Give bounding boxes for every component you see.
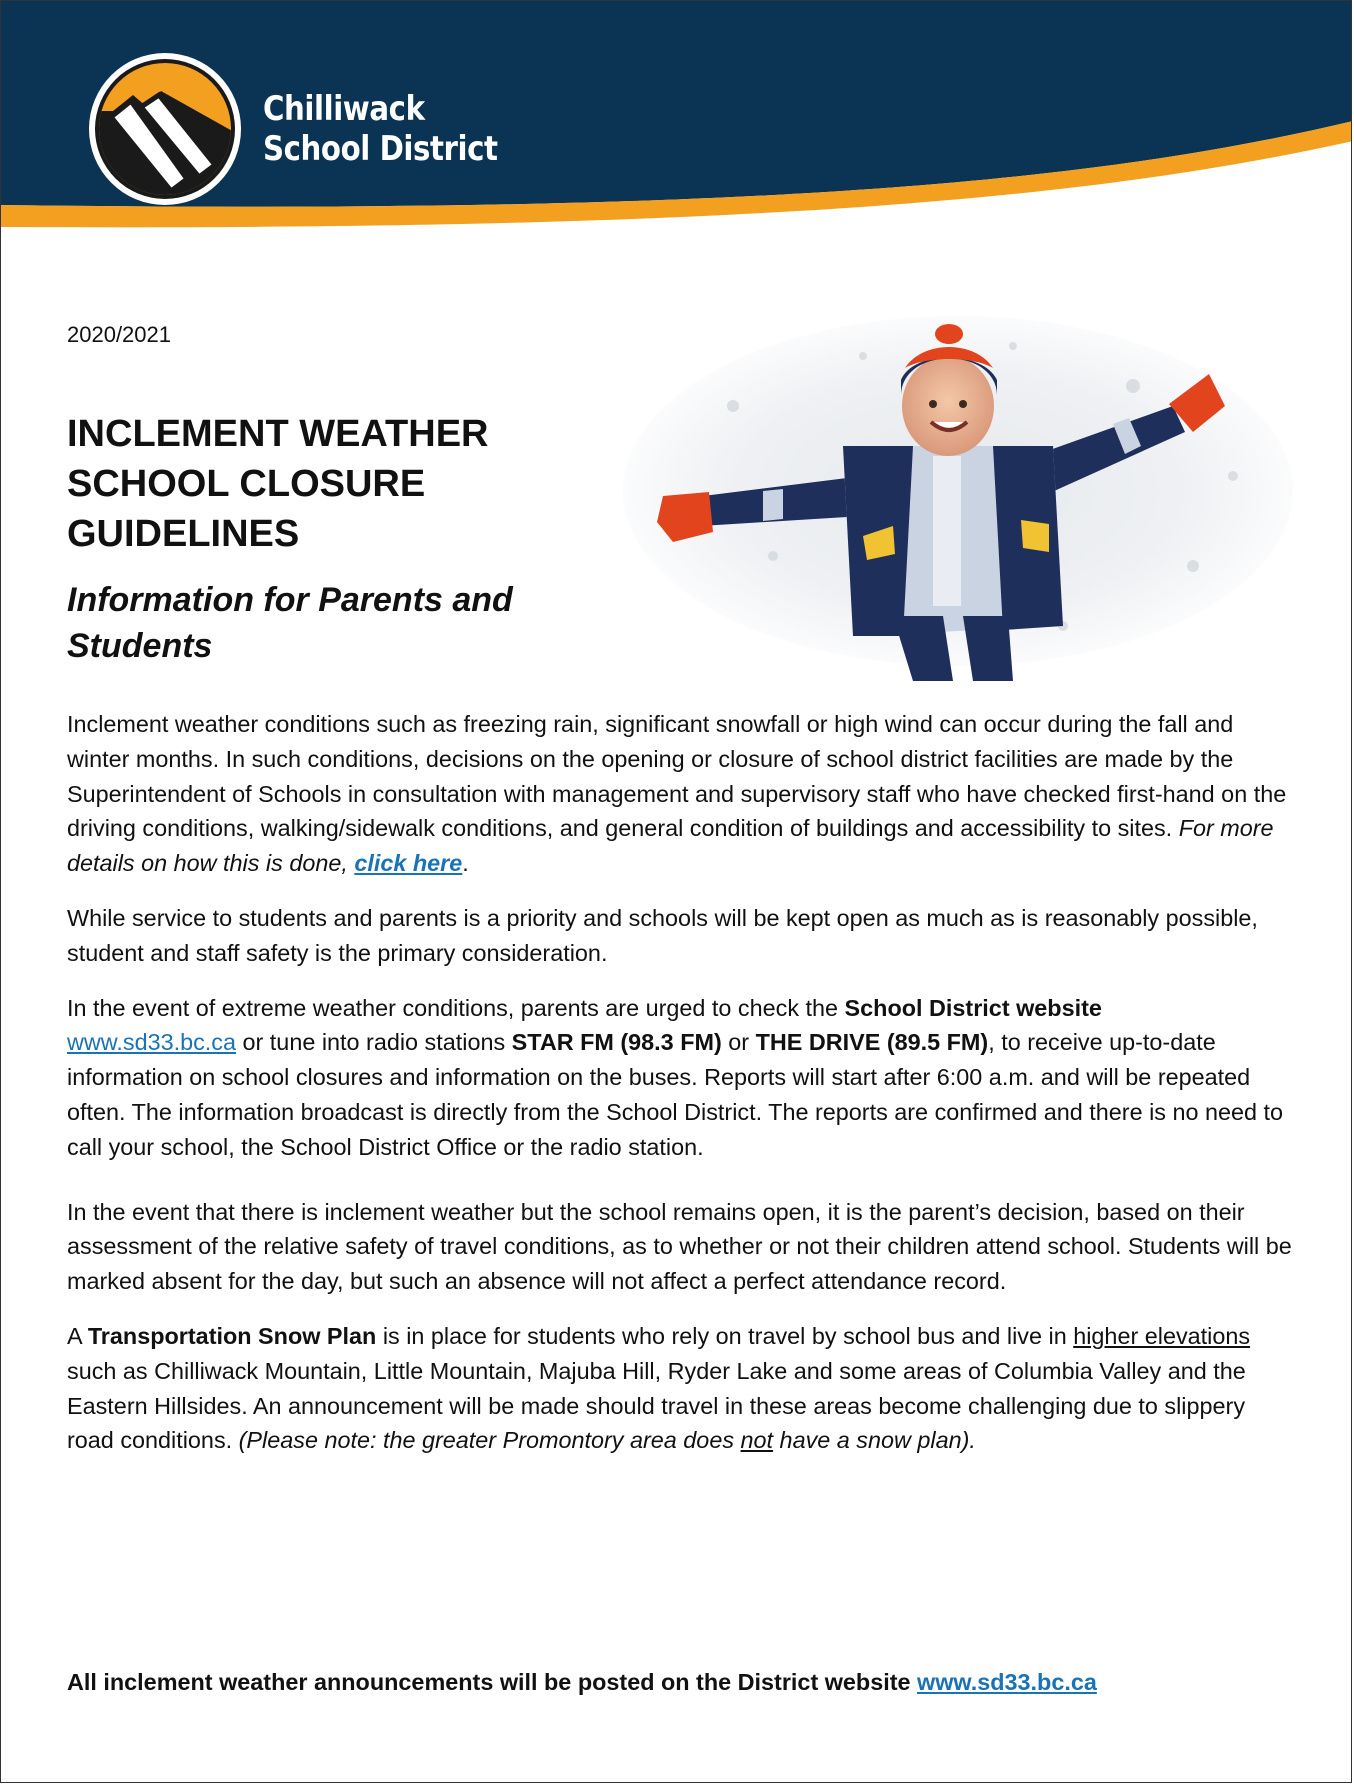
paragraph-text: A — [67, 1322, 88, 1349]
subtitle-line: Students — [67, 627, 213, 665]
org-name — [263, 89, 498, 169]
subtitle-line: Information for Parents and — [67, 581, 513, 619]
footer-announcement — [67, 1665, 1307, 1699]
paragraph-school-open: In the event that there is inclement weather but the school remains open, it is the parent’s decision, based on their assessment of the relative safety of travel conditions, as to whether or not their children attend school. Students will be marked absent for the day, but such an absence will not affect a perfect attendance record. — [67, 1198, 1292, 1295]
paragraph-text: is in place for students who rely on travel by school bus and live in — [376, 1322, 1074, 1349]
paragraph-text: or — [721, 1029, 756, 1056]
mountain-ski-logo-icon — [87, 51, 243, 207]
click-here-link[interactable]: click here — [354, 850, 463, 877]
paragraph-decision-process — [67, 707, 1293, 881]
paragraph-safety: While service to students and parents is a priority and schools will be kept open as much as is reasonably possible, student and staff safety is the primary consideration. — [67, 904, 1258, 966]
details-italic: For more details on how this is done, — [67, 815, 1274, 877]
paragraph-text: such as Chilliwack Mountain, Little Mountain, Majuba Hill, Ryder Lake and some areas of Columbia Valley and the Eastern Hillsides. An announcement will be made should travel in these areas become challenging due to slippery road conditions. — [67, 1357, 1246, 1454]
district-website-link[interactable]: www.sd33.bc.ca — [67, 1029, 237, 1056]
paragraph-end: . — [462, 850, 469, 877]
note-italic: have a snow plan). — [773, 1427, 976, 1454]
title-line: SCHOOL CLOSURE — [67, 463, 426, 505]
underlined-text: higher elevations — [1073, 1322, 1251, 1349]
note-underlined: not — [740, 1427, 774, 1454]
school-year: 2020/2021 — [67, 322, 171, 347]
bold-text: Transportation Snow Plan — [87, 1322, 377, 1349]
paragraph-extreme-weather — [67, 991, 1293, 1165]
org-name-line2: School District — [263, 129, 498, 169]
paragraph-text: or tune into radio stations — [236, 1029, 512, 1056]
bold-text: School District website — [844, 994, 1102, 1021]
org-name-line1: Chilliwack — [263, 89, 425, 129]
note-italic: (Please note: the greater Promontory area does — [238, 1427, 741, 1454]
footer-website-link[interactable]: www.sd33.bc.ca — [917, 1669, 1097, 1695]
document-body — [67, 707, 1293, 1478]
bold-text: THE DRIVE (89.5 FM) — [755, 1029, 989, 1056]
document-subtitle — [67, 577, 607, 669]
title-line: INCLEMENT WEATHER — [67, 413, 489, 455]
document-title — [67, 409, 587, 559]
paragraph-text: , to receive up-to-date information on school closures and information on the buses. Reports will start after 6:00 a.m. and will be repeated often. The information broadcast is directly from the School District. The reports are confirmed and there is no need to call your school, the School District Office or the radio station. — [67, 1029, 1284, 1160]
paragraph-text: In the event of extreme weather conditions, parents are urged to check the — [67, 994, 845, 1021]
footer-text: All inclement weather announcements will be posted on the District website — [67, 1669, 918, 1695]
bold-text: STAR FM (98.3 FM) — [511, 1029, 722, 1056]
paragraph-text: Inclement weather conditions such as freezing rain, significant snowfall or high wind can occur during the fall and winter months. In such conditions, decisions on the opening or closure of school district facilities are made by the Superintendent of Schools in consultation with management and supervisory staff who have checked first-hand on the driving conditions, walking/sidewalk conditions, and general condition of buildings and accessibility to sites. — [67, 711, 1287, 842]
title-line: GUIDELINES — [67, 513, 300, 555]
paragraph-snow-plan — [67, 1319, 1293, 1458]
child-snow-angel-photo — [613, 296, 1303, 681]
